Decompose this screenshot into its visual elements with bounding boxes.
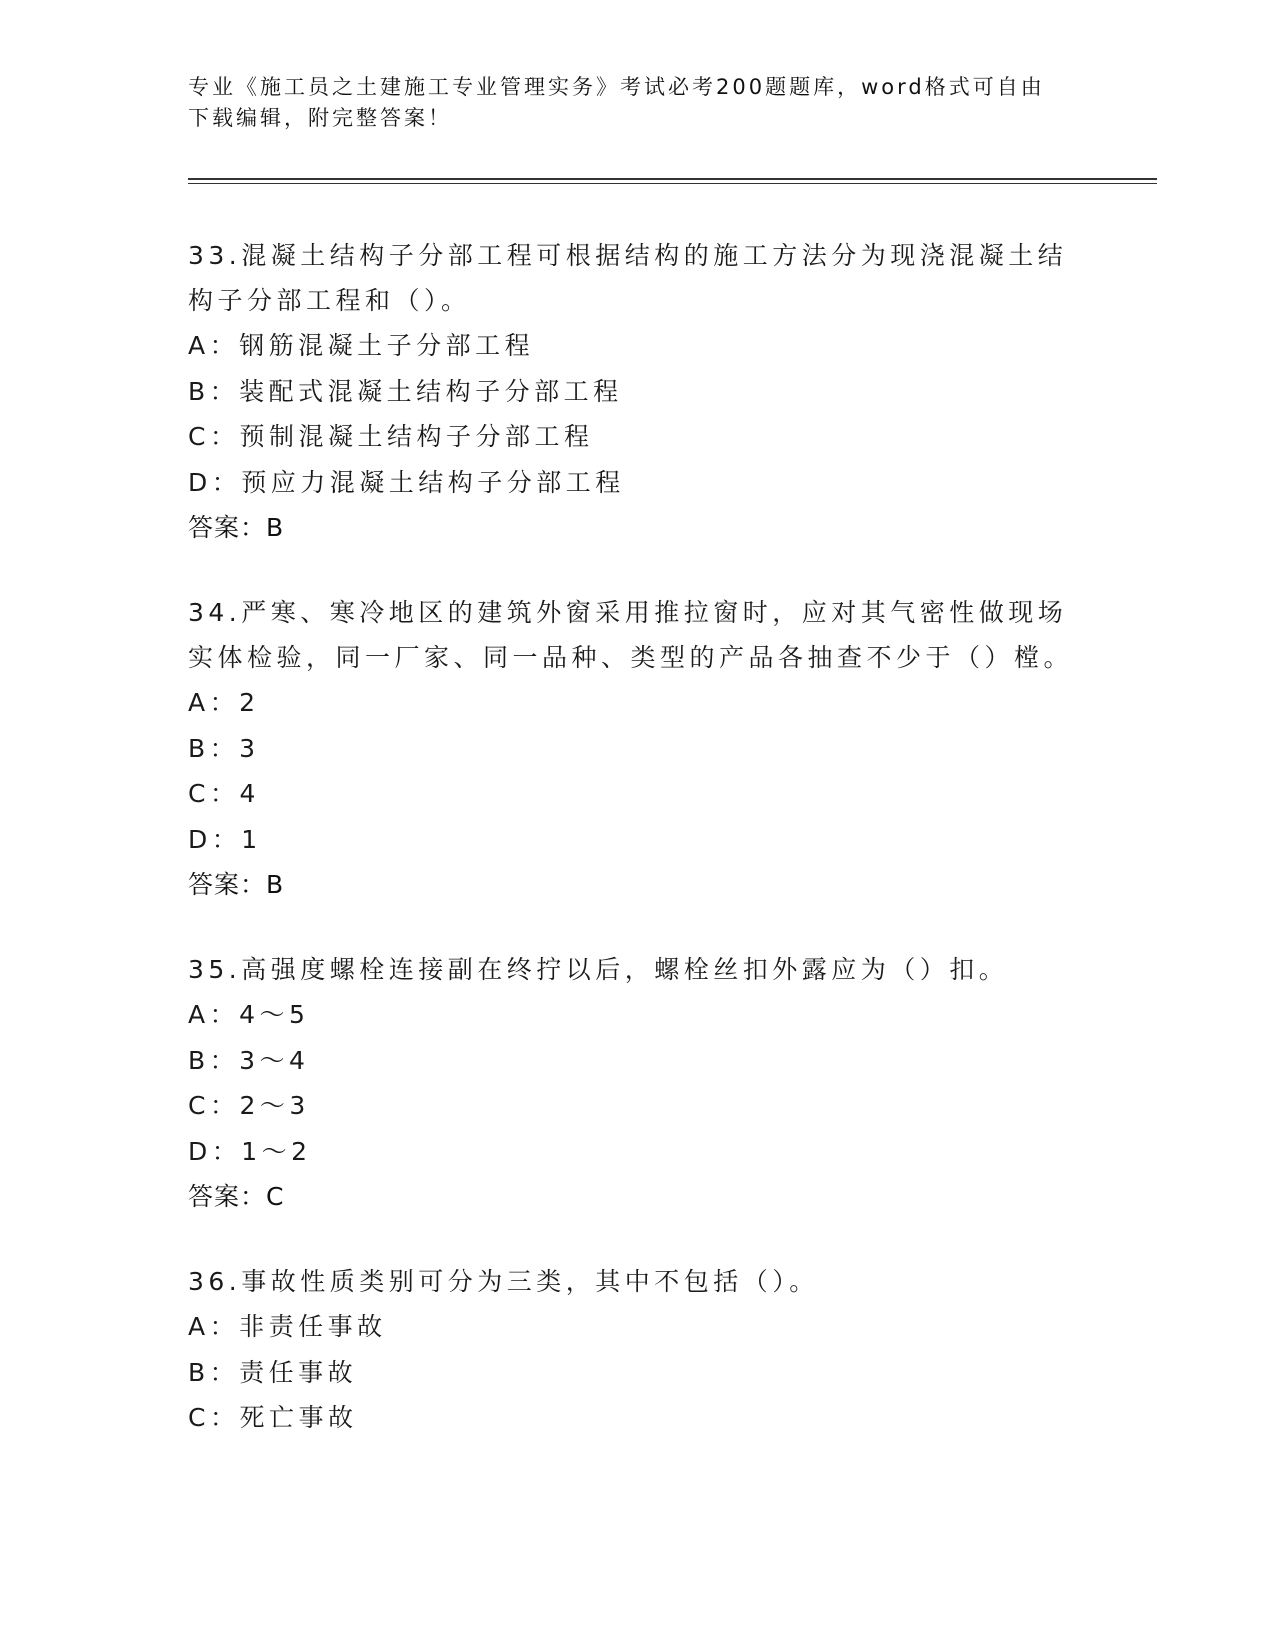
option-b: B：3～4 — [188, 1045, 310, 1075]
option-b: B：装配式混凝土结构子分部工程 — [188, 376, 623, 406]
header-divider — [188, 178, 1157, 184]
question-33 — [188, 233, 1088, 550]
option-c: C：4 — [188, 779, 260, 808]
question-list — [188, 233, 1088, 1481]
question-34 — [188, 590, 1088, 907]
answer: 答案：B — [188, 513, 285, 542]
question-stem: 35.高强度螺栓连接副在终拧以后，螺栓丝扣外露应为（）扣。 — [188, 955, 1009, 984]
option-d: D：1 — [188, 824, 262, 854]
document-header — [188, 72, 1068, 134]
option-b: B：责任事故 — [188, 1357, 358, 1387]
option-c: C：预制混凝土结构子分部工程 — [188, 422, 594, 451]
option-a: A：钢筋混凝土子分部工程 — [188, 331, 535, 360]
question-stem: 34.严寒、寒冷地区的建筑外窗采用推拉窗时，应对其气密性做现场实体检验，同一厂家、同一品种、类型的产品各抽查不少于（）樘。 — [188, 598, 1074, 672]
option-d: D：1～2 — [188, 1136, 312, 1166]
question-stem: 36.事故性质类别可分为三类，其中不包括（）。 — [188, 1267, 819, 1296]
question-stem: 33.混凝土结构子分部工程可根据结构的施工方法分为现浇混凝土结构子分部工程和（）。 — [188, 241, 1068, 315]
question-35 — [188, 947, 1088, 1219]
option-c: C：2～3 — [188, 1091, 310, 1120]
question-36 — [188, 1259, 1088, 1441]
answer: 答案：C — [188, 1182, 285, 1211]
option-c: C：死亡事故 — [188, 1403, 358, 1432]
header-title: 专业《施工员之土建施工专业管理实务》考试必考200题题库，word格式可自由下载编辑，附完整答案！ — [188, 75, 1045, 130]
option-a: A：非责任事故 — [188, 1312, 387, 1341]
option-d: D：预应力混凝土结构子分部工程 — [188, 467, 625, 497]
answer: 答案：B — [188, 870, 285, 899]
option-a: A：4～5 — [188, 1000, 310, 1029]
option-a: A：2 — [188, 688, 260, 717]
option-b: B：3 — [188, 733, 260, 763]
